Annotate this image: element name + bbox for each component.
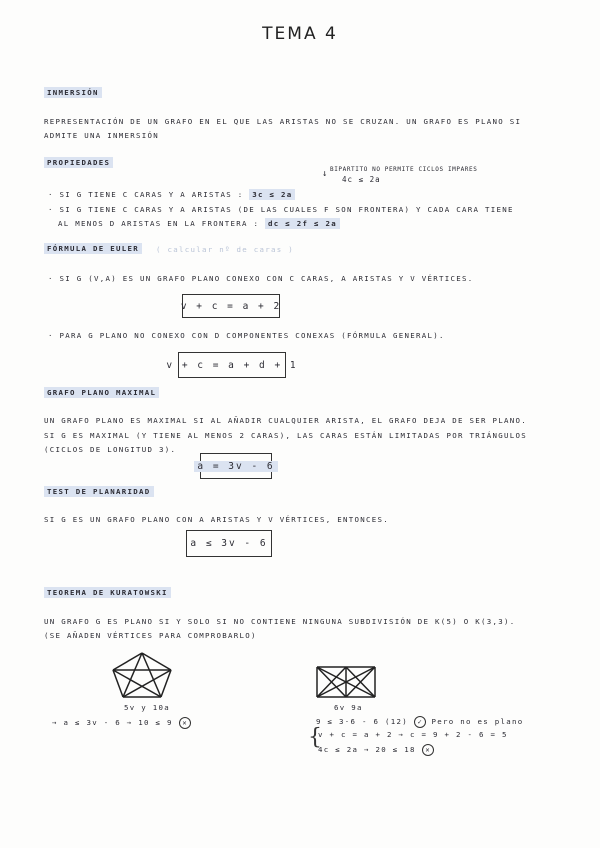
kuratowski-text-1: UN GRAFO G ES PLANO SI Y SOLO SI NO CONTIENE NINGUNA SUBDIVISIÓN DE K(5) O K(3,3). — [44, 617, 516, 626]
euler-statement-1: · SI G (V,A) ES UN GRAFO PLANO CONEXO CON C CARAS, A ARISTAS Y V VÉRTICES. — [48, 274, 474, 283]
property-1-formula: 3c ≤ 2a — [249, 189, 295, 200]
section-heading-test: TEST DE PLANARIDAD — [44, 487, 154, 496]
test-formula-box: a ≤ 3v - 6 — [186, 530, 272, 557]
maximal-text-1: UN GRAFO PLANO ES MAXIMAL SI AL AÑADIR CUALQUIER ARISTA, EL GRAFO DEJA DE SER PLANO. — [44, 416, 527, 425]
section-heading-maximal: GRAFO PLANO MAXIMAL — [44, 388, 159, 397]
cross-icon: ✕ — [179, 717, 191, 729]
k33-line-1: 9 ≤ 3·6 - 6 (12) ✓ Pero no es plano — [316, 717, 524, 726]
euler-formula-box: v + c = a + 2 — [182, 294, 280, 318]
check-icon: ✓ — [414, 716, 426, 728]
euler-general-formula-box: v + c = a + d + 1 — [178, 352, 286, 378]
k33-counts: 6v 9a — [334, 703, 363, 712]
maximal-text-2: SI G ES MAXIMAL (Y TIENE AL MENOS 2 CARAS), LAS CARAS ESTÁN LIMITADAS POR TRIÁNGULOS — [44, 431, 527, 440]
euler-note: ( calcular nº de caras ) — [156, 245, 294, 254]
inmersion-text-1: REPRESENTACIÓN DE UN GRAFO EN EL QUE LAS ARISTAS NO SE CRUZAN. UN GRAFO ES PLANO SI — [44, 117, 522, 126]
property-2-formula: dc ≤ 2f ≤ 2a — [265, 218, 340, 229]
section-heading-propiedades: PROPIEDADES — [44, 158, 113, 167]
section-heading-euler: FÓRMULA DE EULER — [44, 244, 142, 253]
page-title: TEMA 4 — [262, 24, 338, 44]
kuratowski-text-2: (SE AÑADEN VÉRTICES PARA COMPROBARLO) — [44, 631, 257, 640]
k5-graph — [110, 650, 174, 700]
section-heading-inmersion: INMERSIÓN — [44, 88, 102, 97]
k5-counts: 5v y 10a — [124, 703, 170, 712]
section-heading-kuratowski: TEOREMA DE KURATOWSKI — [44, 588, 171, 597]
inmersion-text-2: ADMITE UNA INMERSIÓN — [44, 131, 159, 140]
maximal-formula-box: a = 3v - 6 — [200, 453, 272, 479]
property-2-line-2: AL MENOS D ARISTAS EN LA FRONTERA : dc ≤ 2f ≤ 2a — [58, 219, 340, 228]
euler-statement-2: · PARA G PLANO NO CONEXO CON D COMPONENTES CONEXAS (FÓRMULA GENERAL). — [48, 331, 445, 340]
property-2-line-1: · SI G TIENE C CARAS Y A ARISTAS (DE LAS CUALES F SON FRONTERA) Y CADA CARA TIENE — [48, 205, 514, 214]
k33-line-3: 4c ≤ 2a → 20 ≤ 18 ✕ — [318, 744, 434, 756]
bipartite-inequality: 4c ≤ 2a — [342, 175, 381, 184]
property-1: · SI G TIENE C CARAS Y A ARISTAS : 3c ≤ 2a — [48, 190, 295, 199]
bipartite-note: BIPARTITO NO PERMITE CICLOS IMPARES — [330, 166, 478, 173]
system-brace-icon: { — [308, 725, 322, 750]
cross-icon: ✕ — [422, 744, 434, 756]
maximal-text-3: (CICLOS DE LONGITUD 3). — [44, 445, 177, 454]
k5-check: → a ≤ 3v - 6 → 10 ≤ 9 ✕ — [52, 717, 191, 729]
down-arrow-icon: ↓ — [322, 169, 328, 179]
k33-graph — [314, 664, 378, 700]
test-text: SI G ES UN GRAFO PLANO CON A ARISTAS Y V VÉRTICES, ENTONCES. — [44, 515, 389, 524]
k33-line-2: v + c = a + 2 → c = 9 + 2 - 6 = 5 — [318, 730, 508, 739]
